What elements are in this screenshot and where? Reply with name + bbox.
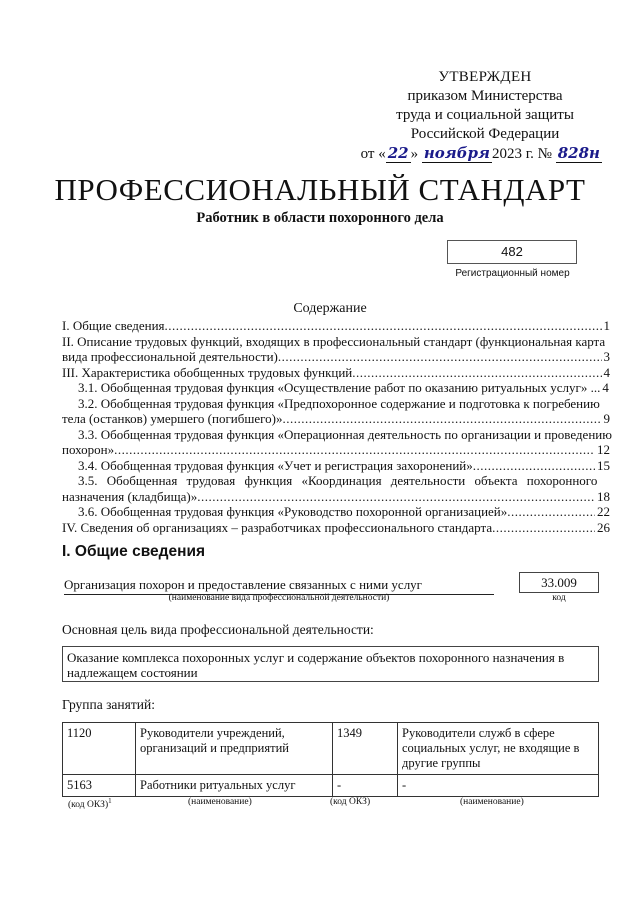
footer-label-name: (наименование): [188, 797, 252, 807]
approval-date-line: [360, 144, 610, 164]
table-of-contents: [62, 318, 610, 535]
footer-label-code: (код ОКЗ): [330, 797, 371, 807]
approval-block: [360, 68, 610, 164]
toc-page: 4: [602, 380, 609, 395]
document-title: ПРОФЕССИОНАЛЬНЫЙ СТАНДАРТ: [54, 172, 586, 207]
handwritten-month: ноября: [423, 144, 490, 162]
table-cell-code: -: [333, 775, 398, 797]
toc-item[interactable]: 3.4. Обобщенная трудовая функция «Учет и регистрация захоронений» ..... 15: [62, 458, 610, 474]
date-prefix: от «: [360, 146, 386, 162]
goal-box: Оказание комплекса похоронных услуг и содержание объектов похоронного назначения в надлежащем состоянии: [62, 646, 599, 682]
toc-page: 9: [603, 411, 610, 426]
registration-number-box: 482: [447, 240, 577, 264]
approval-line: труда и социальной защиты: [396, 107, 574, 123]
footer-label-name: (наименование): [460, 797, 524, 807]
toc-item[interactable]: 3.6. Обобщенная трудовая функция «Руководство похоронной организацией» ..... 22: [62, 504, 610, 520]
date-year: 2023 г. №: [491, 146, 552, 162]
footer-label-code: (код ОКЗ)$^1$: [68, 797, 112, 811]
toc-title: Содержание: [293, 301, 367, 316]
registration-number-label: Регистрационный номер: [455, 268, 570, 279]
activity-kind-field: Организация похорон и предоставление связанных с ними услуг: [64, 577, 494, 595]
document-subtitle: Работник в области похоронного дела: [196, 210, 444, 226]
section-heading: I. Общие сведения: [62, 543, 206, 560]
table-cell-code: 5163: [63, 775, 136, 797]
activity-code-box: 33.009: [519, 572, 599, 593]
toc-item[interactable]: 3.1. Обобщенная трудовая функция «Осуществление работ по оказанию ритуальных услуг» ... 4: [78, 380, 609, 395]
table-cell-code: 1349: [333, 723, 398, 775]
date-mid: »: [410, 146, 419, 162]
approval-line: Российской Федерации: [410, 126, 560, 142]
table-footer-labels: [62, 797, 599, 809]
table-cell-name: Руководители учреждений, организаций и предприятий: [136, 723, 333, 775]
toc-item[interactable]: III. Характеристика обобщенных трудовых функций ..... 4: [62, 365, 610, 381]
toc-item[interactable]: IV. Сведения об организациях – разработчиках профессионального стандарта ..... 26: [62, 520, 610, 536]
toc-page: 4: [603, 364, 610, 380]
table-cell-name: -: [398, 775, 599, 797]
occupation-group-table: [62, 722, 599, 797]
activity-kind-label: (наименование вида профессиональной деятельности): [168, 593, 390, 603]
handwritten-day: 22: [387, 144, 409, 162]
table-row: [63, 775, 599, 797]
toc-item[interactable]: II. Описание трудовых функций, входящих в профессиональный стандарт (функциональная карта вида профессиональной деятельности) ..... 3: [62, 334, 610, 365]
toc-page: 3: [603, 349, 610, 364]
toc-item[interactable]: 3.5. Обобщенная трудовая функция «Координация деятельности объекта похоронного назначения (кладбища)» ..... 18: [62, 473, 610, 504]
table-row: [63, 723, 599, 775]
table-cell-name: Работники ритуальных услуг: [136, 775, 333, 797]
table-cell-name: Руководители служб в сфере социальных услуг, не входящие в другие группы: [398, 723, 599, 775]
occupation-group-label: Группа занятий:: [62, 697, 155, 712]
toc-page: 26: [597, 519, 610, 535]
toc-item[interactable]: I. Общие сведения ..... 1: [62, 318, 610, 334]
approval-title: УТВЕРЖДЕН: [438, 69, 532, 85]
toc-page: 12: [597, 442, 610, 457]
approval-line: приказом Министерства: [407, 88, 563, 104]
toc-page: 1: [603, 318, 610, 333]
toc-item[interactable]: 3.2. Обобщенная трудовая функция «Предпохоронное содержание и подготовка к погребению тела (останков) умершего (погибшего)» ..... 9: [62, 396, 610, 427]
toc-item[interactable]: 3.3. Обобщенная трудовая функция «Операционная деятельность по организации и проведению похорон» ..... 12: [62, 427, 610, 458]
toc-page: 15: [597, 457, 610, 473]
footnote-mark: 1: [108, 797, 112, 805]
toc-page: 22: [597, 504, 610, 519]
handwritten-order-number: 828н: [557, 144, 600, 162]
goal-label: Основная цель вида профессиональной деятельности:: [62, 622, 374, 637]
table-cell-code: 1120: [63, 723, 136, 775]
activity-code-label: код: [552, 593, 566, 603]
toc-page: 18: [597, 488, 610, 504]
